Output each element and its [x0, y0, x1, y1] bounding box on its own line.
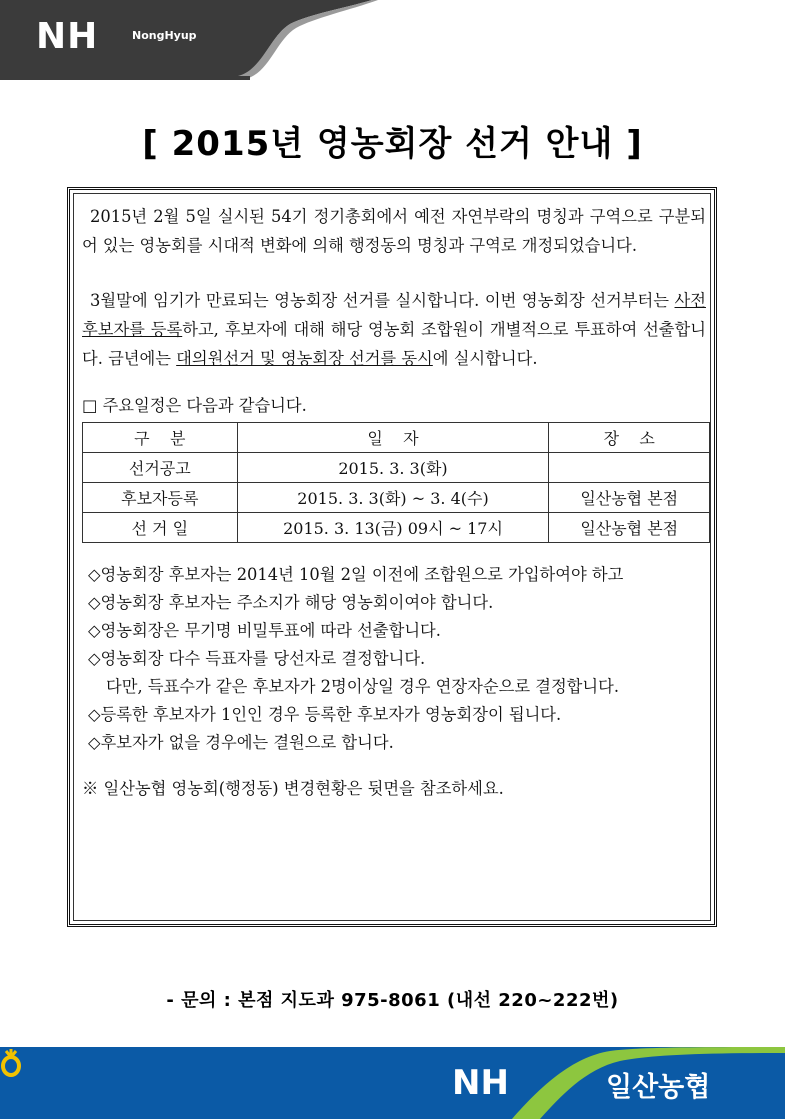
cell-place: 일산농협 본점 — [549, 483, 710, 513]
cell-category: 후보자등록 — [83, 483, 238, 513]
cell-place: 일산농협 본점 — [549, 513, 710, 543]
list-item: ◇등록한 후보자가 1인인 경우 등록한 후보자가 영농회장이 됩니다. — [88, 705, 562, 724]
table-row — [83, 483, 710, 513]
notice-box — [67, 187, 717, 927]
header-nonghyup-label: NongHyup — [132, 29, 197, 42]
header-cell-date: 일 자 — [237, 423, 549, 453]
list-item: 다만, 득표수가 같은 후보자가 2명이상일 경우 연장자순으로 결정합니다. — [106, 677, 620, 696]
list-item: ◇영농회장은 무기명 비밀투표에 따라 선출합니다. — [88, 621, 441, 640]
cell-date: 2015. 3. 13(금) 09시 ~ 17시 — [237, 513, 549, 543]
table-row — [83, 453, 710, 483]
schedule-table — [82, 422, 710, 543]
p2-text-c: 에 실시합니다. — [432, 349, 538, 368]
notice-content — [82, 202, 706, 803]
intro-paragraph-1: 2015년 2월 5일 실시된 54기 정기총회에서 예전 자연부락의 명칭과 구역으로 구분되어 있는 영농회를 시대적 변화에 의해 행정동의 명칭과 구역로 개정되었습니다. — [82, 207, 706, 255]
header-cell-category: 구 분 — [83, 423, 238, 453]
header-logo-band — [0, 0, 785, 80]
notes-list — [82, 561, 706, 757]
schedule-heading: □ 주요일정은 다음과 같습니다. — [82, 396, 307, 415]
cell-date: 2015. 3. 3(화) ~ 3. 4(수) — [237, 483, 549, 513]
p2-text-b: 하고, 후보자에 대해 해당 영농회 조합원이 개별적으로 투표하여 선출합니다. 금년에는 — [82, 320, 706, 368]
list-item: ◇영농회장 후보자는 주소지가 해당 영농회이여야 합니다. — [88, 593, 494, 612]
rice-ear-icon — [0, 1047, 22, 1077]
inquiry-line: - 문의 : 본점 지도과 975-8061 (내선 220~222번) — [166, 990, 619, 1011]
footer-brand-name: 일산농협 — [606, 1072, 711, 1103]
cell-category: 선거공고 — [83, 453, 238, 483]
p2-underline-1: 사전 후보자를 등록 — [82, 291, 706, 339]
intro-paragraph-2 — [82, 286, 706, 373]
cell-category: 선 거 일 — [83, 513, 238, 543]
header-nh-logo: NH — [36, 16, 99, 57]
page-title: [ 2015년 영농회장 선거 안내 ] — [142, 124, 643, 164]
cell-date: 2015. 3. 3(화) — [237, 453, 549, 483]
list-item: ◇영농회장 다수 득표자를 당선자로 결정합니다. — [88, 649, 426, 668]
footer-band — [0, 1047, 785, 1119]
list-item: ◇영농회장 후보자는 2014년 10월 2일 이전에 조합원으로 가입하여야 하고 — [88, 565, 624, 584]
cell-place — [549, 453, 710, 483]
table-row — [83, 513, 710, 543]
footer-nh-logo: NH — [452, 1063, 509, 1103]
list-item: ◇후보자가 없을 경우에는 결원으로 합니다. — [88, 733, 394, 752]
table-header-row — [83, 423, 710, 453]
header-cell-place: 장 소 — [549, 423, 710, 453]
reference-note: ※ 일산농협 영농회(행정동) 변경현황은 뒷면을 참조하세요. — [82, 779, 504, 798]
header-shape — [0, 0, 785, 80]
p2-underline-2: 대의원선거 및 영농회장 선거를 동시 — [176, 349, 433, 368]
p2-text-a: 3월말에 임기가 만료되는 영농회장 선거를 실시합니다. 이번 영농회장 선거부터는 — [90, 291, 675, 310]
